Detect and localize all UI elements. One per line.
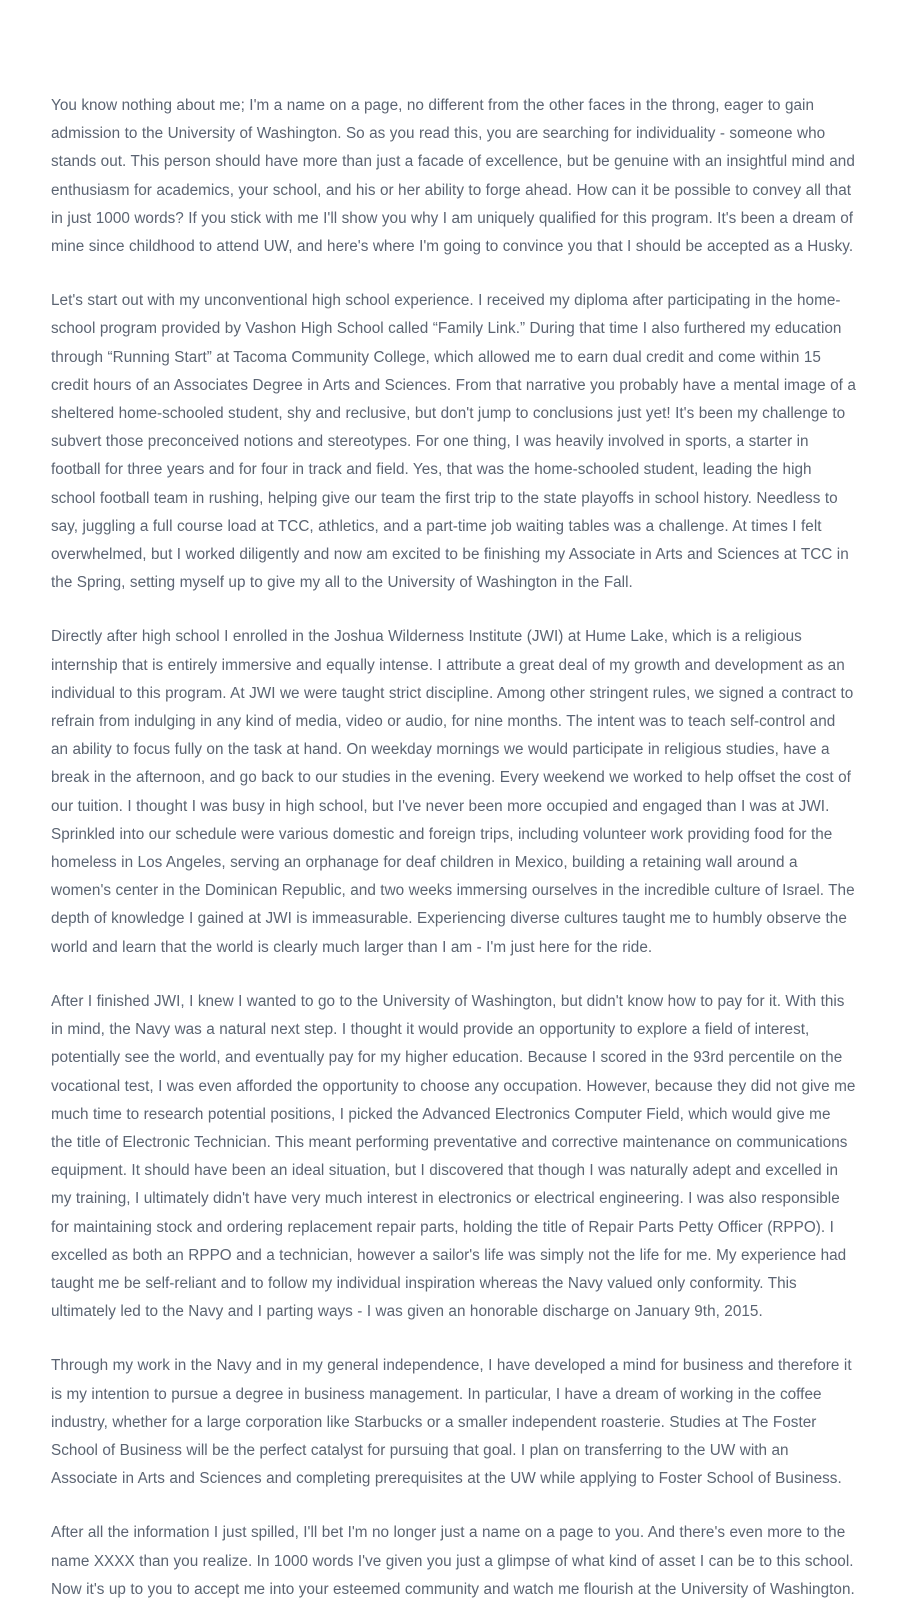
essay-paragraph: You know nothing about me; I'm a name on a page, no different from the other faces in the throng, eager to gain admission to the University of Washington. So as you read this, you are searching for individuality - someone who stands out. This person should have more than just a facade of excellence, but be genuine with an insightful mind and enthusiasm for academics, your school, and his or her ability to forge ahead. How can it be possible to convey all that in just 1000 words? If you stick with me I'll show you why I am uniquely qualified for this program. It's been a dream of mine since childhood to attend UW, and here's where I'm going to convince you that I should be accepted as a Husky. [51, 97, 855, 256]
essay-paragraph: Through my work in the Navy and in my general independence, I have developed a mind for business and therefore it is my intention to pursue a degree in business management. In particular, I have a dream of working in the coffee industry, whether for a large corporation like Starbucks or a smaller independent roasterie. Studies at The Foster School of Business will be the perfect catalyst for pursuing that goal. I plan on transferring to the UW with an Associate in Arts and Sciences and completing prerequisites at the UW while applying to Foster School of Business. [51, 1357, 852, 1488]
essay-paragraph: Directly after high school I enrolled in the Joshua Wilderness Institute (JWI) at Hume Lake, which is a religious internship that is entirely immersive and equally intense. I attribute a great deal of my growth and development as an individual to this program. At JWI we were taught strict discipline. Among other stringent rules, we signed a contract to refrain from indulging in any kind of media, video or audio, for nine months. The intent was to teach self-control and an ability to focus fully on the task at hand. On weekday mornings we would participate in religious studies, have a break in the afternoon, and go back to our studies in the evening. Every weekend we worked to help offset the cost of our tuition. I thought I was busy in high school, but I've never been more occupied and engaged than I was at JWI. Sprinkled into our schedule were various domestic and foreign trips, including volunteer work providing food for the homeless in Los Angeles, serving an orphanage for deaf children in Mexico, building a retaining wall around a women's center in the Dominican Republic, and two weeks immersing ourselves in the incredible culture of Israel. The depth of knowledge I gained at JWI is immeasurable. Experiencing diverse cultures taught me to humbly observe the world and learn that the world is clearly much larger than I am - I'm just here for the ride. [51, 628, 855, 956]
essay-body [51, 92, 856, 1604]
essay-paragraph: Let's start out with my unconventional high school experience. I received my diploma after participating in the home-school program provided by Vashon High School called “Family Link.” During that time I also furthered my education through “Running Start” at Tacoma Community College, which allowed me to earn dual credit and come within 15 credit hours of an Associates Degree in Arts and Sciences. From that narrative you probably have a mental image of a sheltered home-schooled student, shy and reclusive, but don't jump to conclusions just yet! It's been my challenge to subvert those preconceived notions and stereotypes. For one thing, I was heavily involved in sports, a starter in football for three years and for four in track and field. Yes, that was the home-schooled student, leading the high school football team in rushing, helping give our team the first trip to the state playoffs in school history. Needless to say, juggling a full course load at TCC, athletics, and a part-time job waiting tables was a challenge. At times I felt overwhelmed, but I worked diligently and now am excited to be finishing my Associate in Arts and Sciences at TCC in the Spring, setting myself up to give my all to the University of Washington in the Fall. [51, 292, 856, 592]
essay-paragraph: After all the information I just spilled, I'll bet I'm no longer just a name on a page to you. And there's even more to the name XXXX than you realize. In 1000 words I've given you just a glimpse of what kind of asset I can be to this school. Now it's up to you to accept me into your esteemed community and watch me flourish at the University of Washington. [51, 1524, 855, 1598]
essay-paragraph: After I finished JWI, I knew I wanted to go to the University of Washington, but didn't know how to pay for it. With this in mind, the Navy was a natural next step. I thought it would provide an opportunity to explore a field of interest, potentially see the world, and eventually pay for my higher education. Because I scored in the 93rd percentile on the vocational test, I was even afforded the opportunity to choose any occupation. However, because they did not give me much time to research potential positions, I picked the Advanced Electronics Computer Field, which would give me the title of Electronic Technician. This meant performing preventative and corrective maintenance on communications equipment. It should have been an ideal situation, but I discovered that though I was naturally adept and excelled in my training, I ultimately didn't have very much interest in electronics or electrical engineering. I was also responsible for maintaining stock and ordering replacement repair parts, holding the title of Repair Parts Petty Officer (RPPO). I excelled as both an RPPO and a technician, however a sailor's life was simply not the life for me. My experience had taught me be self-reliant and to follow my individual inspiration whereas the Navy valued only conformity. This ultimately led to the Navy and I parting ways - I was given an honorable discharge on January 9th, 2015. [51, 992, 856, 1321]
